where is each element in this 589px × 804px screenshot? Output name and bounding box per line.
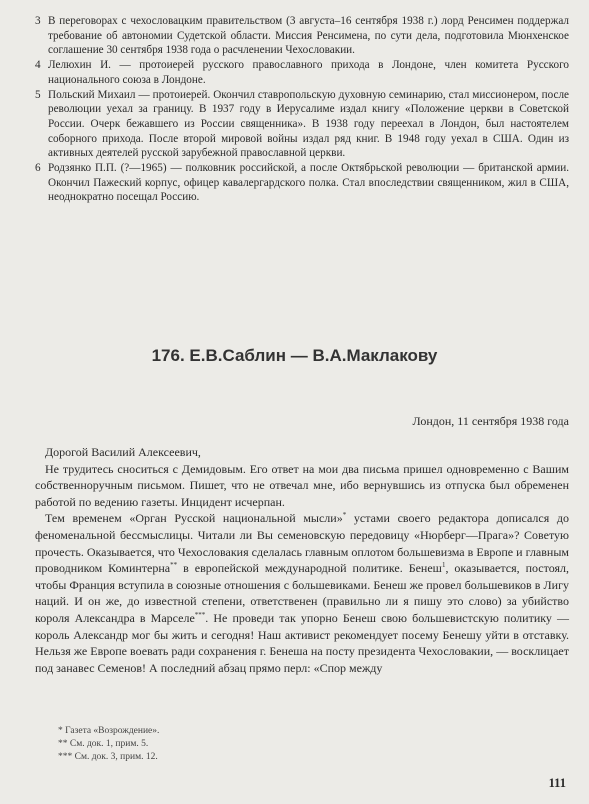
- letter-body: [35, 444, 569, 676]
- paragraph: Не трудитесь сноситься с Демидовым. Его ответ на мои два письма пришел одновременно с Вашим собственноручным письмом. Пишет, что не отвечал мне, ибо вернувшись из отпуска был обременен работой по ведению газеты. Инцидент исчерпан.: [35, 461, 569, 509]
- footnote-ref: *: [342, 511, 347, 520]
- text-run: в европейской международной политике. Бенеш: [177, 561, 442, 576]
- endnote: [35, 161, 569, 205]
- text-run: . Не проведи так упорно Бенеш свою большевистскую политику — король Александр мог бы жить и сегодня! Наш активист рекомендует посему Бенешу уйти в отставку. Нельзя же Европе воевать ради сохранения г. Бенеша на посту президента Чехословакии, — восклицает под занавес Семенов! А последний абзац прямо перл: «Спор между: [35, 610, 569, 675]
- endnote-text: Родзянко П.П. (?—1965) — полковник российской, а после Октябрьской революции — британской армии. Окончил Пажеский корпус, офицер кавалергардского полка. Стал впоследствии священником, жил в США, неоднократно посещал Россию.: [48, 162, 569, 204]
- endnote-number: 4: [35, 59, 41, 72]
- text-run: устами своего редактора дописался до феноменальной бессмыслицы. Читали ли Вы семеновскую передовицу «Нюрберг—Прага»? Советую прочесть. Оказывается, что Чехословакия сделалась главным оплотом большевизма в Европе и главным проводником Коминтерна: [35, 511, 570, 576]
- footnotes: [58, 725, 159, 764]
- endnote-number: 5: [35, 88, 41, 101]
- text-run: , оказывается, постоял, чтобы Франция вступила в союзные отношения с большевиками. Бенеш же провел большевиков в Лигу наций. И он же, до известной степени, ответственен (правильно ли я пишу это слово) за убийство короля Александра в Марселе: [35, 561, 569, 625]
- endnote-number: 3: [35, 15, 41, 27]
- endnote-ref: 1: [441, 561, 446, 570]
- endnote: [35, 14, 569, 58]
- text-run: Тем временем «Орган Русской национальной мысли»: [45, 511, 343, 526]
- dateline: Лондон, 11 сентября 1938 года: [412, 414, 569, 428]
- endnote-text: Польский Михаил — протоиерей. Окончил ставропольскую духовную семинарию, стал миссионером, после революции уехал за границу. В 1937 году в Иерусалиме издал книгу «Положение церкви в Советской России. Очерк бежавшего из России священника». В 1938 году переехал в Лондон, был настоятелем соборного прихода. После второй мировой войны издал ряд книг. В 1948 году уехал в США. Один из активных деятелей русской зарубежной православной церкви.: [48, 88, 569, 160]
- page-number: 111: [548, 776, 566, 790]
- footnote: * Газета «Возрождение».: [58, 726, 160, 736]
- footnote: ** См. док. 1, прим. 5.: [58, 739, 149, 749]
- endnote-text: В переговорах с чехословацким правительством (3 августа–16 сентября 1938 г.) лорд Ренсимен поддержал требование об автономии Судетской области. Миссия Ренсимена, по сути дела, подготовила Мюнхенское соглашение 30 сентября 1938 года о расчленении Чехословакии.: [48, 15, 569, 57]
- footnote: *** См. док. 3, прим. 12.: [58, 752, 158, 762]
- endnote-number: 6: [35, 162, 41, 175]
- endnote: [35, 88, 569, 162]
- endnote-text: Лелюхин И. — протоиерей русского православного прихода в Лондоне, член комитета Русского национального союза в Лондоне.: [48, 59, 569, 86]
- salutation: Дорогой Василий Алексеевич,: [45, 445, 201, 459]
- endnote: [35, 58, 569, 87]
- endnotes-list: [35, 14, 569, 205]
- footnote-ref: ***: [194, 610, 206, 619]
- paragraph: [35, 510, 569, 676]
- document-heading: 176. Е.В.Саблин — В.А.Маклакову: [151, 346, 438, 365]
- footnote-ref: **: [170, 561, 178, 570]
